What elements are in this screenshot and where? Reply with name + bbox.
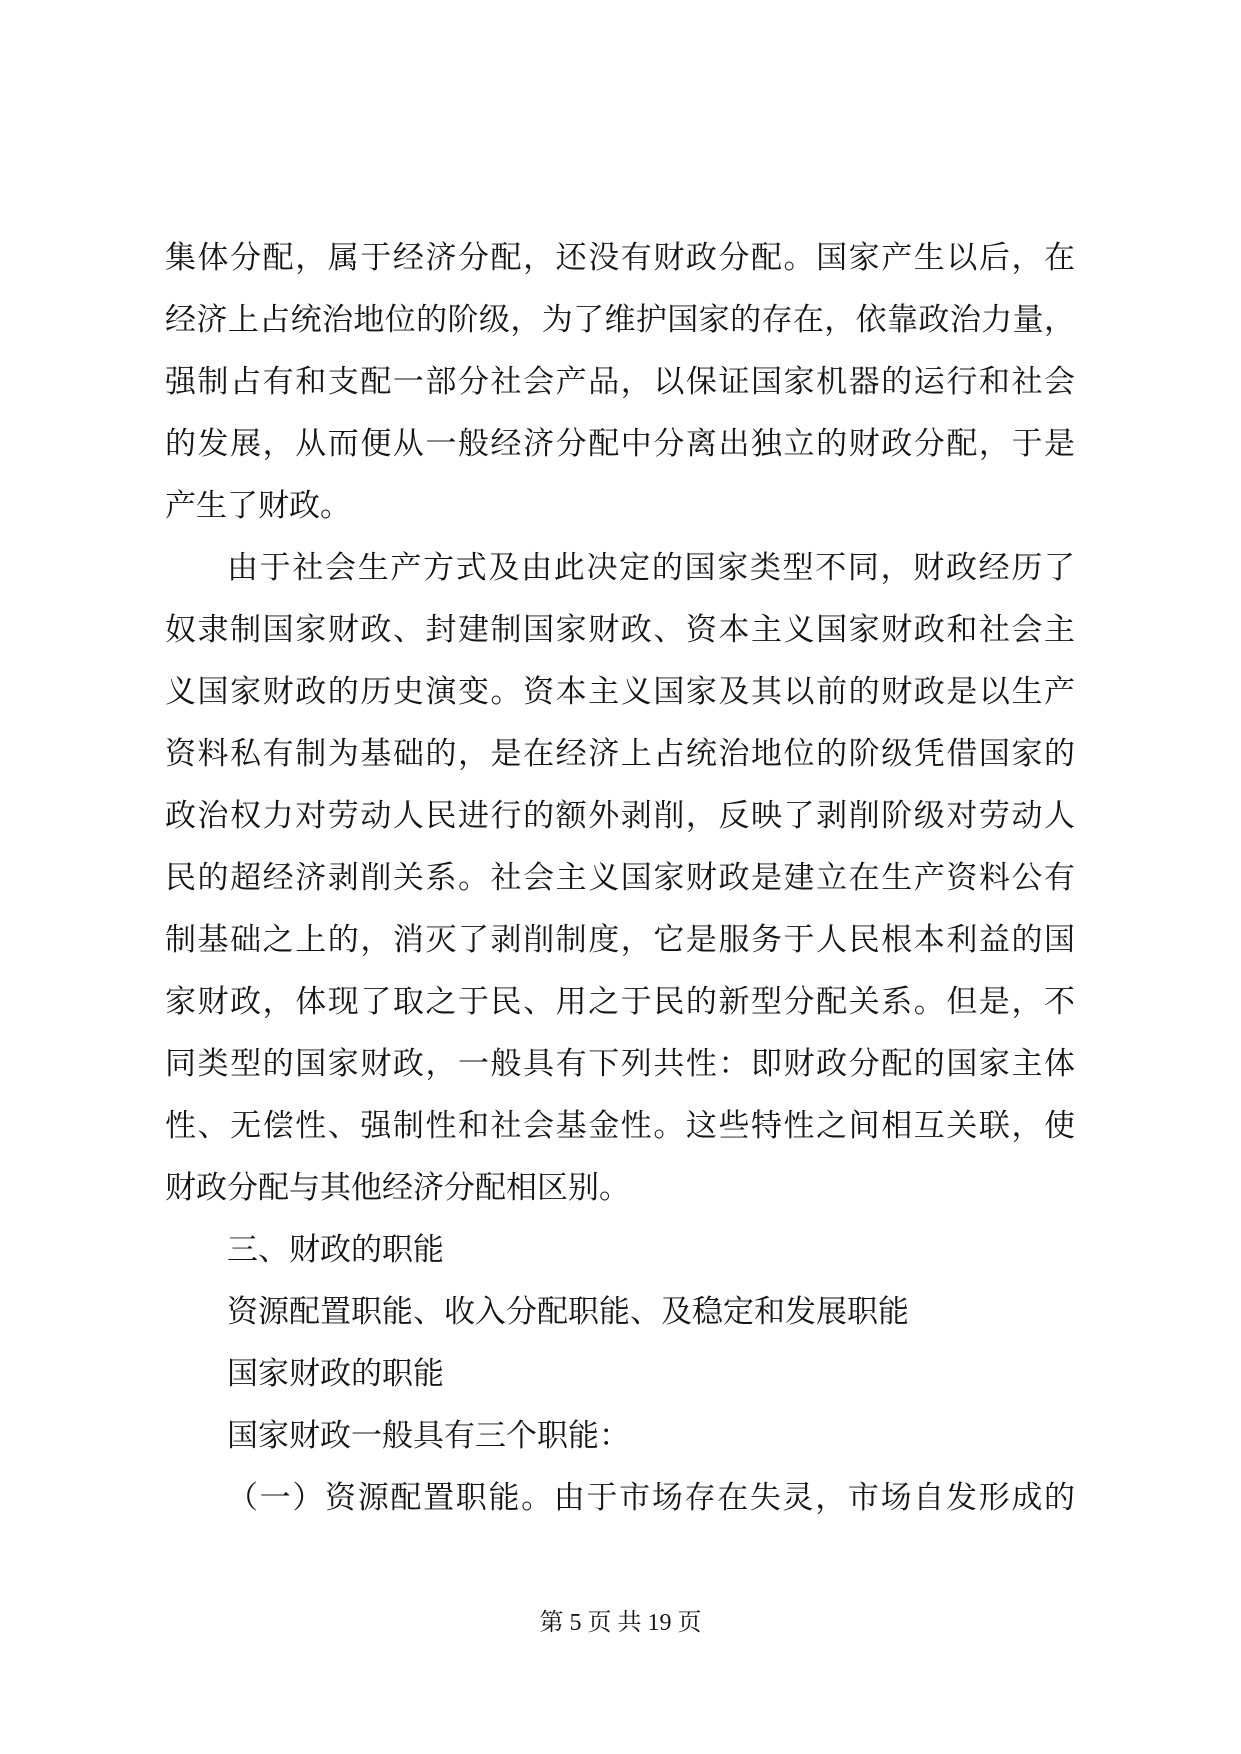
- text-line: 强制占有和支配一部分社会产品，以保证国家机器的运行和社会: [165, 364, 1075, 399]
- text-line: 集体分配，属于经济分配，还没有财政分配。国家产生以后，在: [165, 240, 1075, 275]
- text-line: 性、无偿性、强制性和社会基金性。这些特性之间相互关联，使: [165, 1108, 1075, 1143]
- text-line: 家财政，体现了取之于民、用之于民的新型分配关系。但是，不: [165, 984, 1075, 1019]
- text-line: 同类型的国家财政，一般具有下列共性：即财政分配的国家主体: [165, 1046, 1075, 1081]
- text-line: 资源配置职能、收入分配职能、及稳定和发展职能: [227, 1294, 909, 1329]
- paragraph: [165, 1281, 1075, 1343]
- text-line: 国家财政的职能: [227, 1356, 444, 1391]
- text-line: 三、财政的职能: [227, 1232, 444, 1267]
- document-body: [165, 227, 1075, 1529]
- page-number: 第 5 页 共 19 页: [539, 1610, 702, 1636]
- text-line: （一）资源配置职能。由于市场存在失灵，市场自发形成的: [227, 1480, 1075, 1515]
- text-line: 财政分配与其他经济分配相区别。: [165, 1170, 630, 1205]
- text-line: 制基础之上的，消灭了剥削制度，它是服务于人民根本利益的国: [165, 922, 1075, 957]
- section-heading: [165, 1219, 1075, 1281]
- list-item-paragraph: [165, 1467, 1075, 1529]
- text-line: 经济上占统治地位的阶级，为了维护国家的存在，依靠政治力量，: [165, 302, 1075, 337]
- paragraph: [165, 537, 1075, 1219]
- text-line: 的发展，从而便从一般经济分配中分离出独立的财政分配，于是: [165, 426, 1075, 461]
- text-line: 义国家财政的历史演变。资本主义国家及其以前的财政是以生产: [165, 674, 1075, 709]
- text-line: 民的超经济剥削关系。社会主义国家财政是建立在生产资料公有: [165, 860, 1075, 895]
- paragraph: [165, 1405, 1075, 1467]
- text-line: 国家财政一般具有三个职能：: [227, 1418, 630, 1453]
- subsection-heading: [165, 1343, 1075, 1405]
- paragraph: [165, 227, 1075, 537]
- text-line: 产生了财政。: [165, 488, 351, 523]
- text-line: 由于社会生产方式及由此决定的国家类型不同，财政经历了: [227, 550, 1075, 585]
- page-footer: [0, 1607, 1241, 1639]
- text-line: 资料私有制为基础的，是在经济上占统治地位的阶级凭借国家的: [165, 736, 1075, 771]
- text-line: 政治权力对劳动人民进行的额外剥削，反映了剥削阶级对劳动人: [165, 798, 1075, 833]
- text-line: 奴隶制国家财政、封建制国家财政、资本主义国家财政和社会主: [165, 612, 1075, 647]
